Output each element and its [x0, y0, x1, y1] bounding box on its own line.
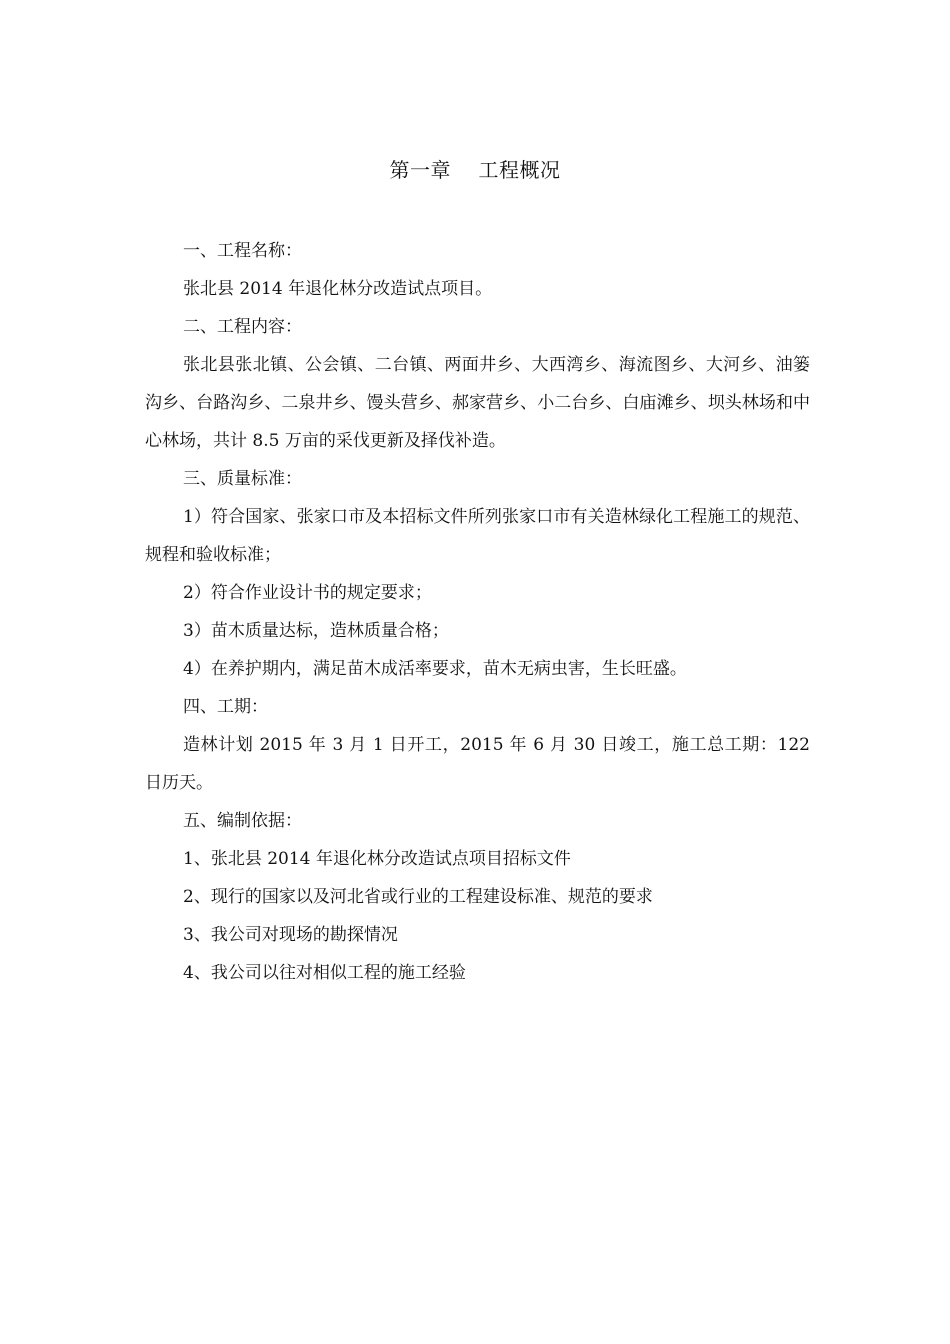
basis-item-1: 1、张北县 2014 年退化林分改造试点项目招标文件 [183, 849, 571, 869]
basis-item-2: 2、现行的国家以及河北省或行业的工程建设标准、规范的要求 [183, 887, 653, 907]
chapter-title: 第一章 工程概况 [389, 158, 561, 182]
project-name-text: 张北县 2014 年退化林分改造试点项目。 [183, 279, 493, 299]
quality-item-2: 2）符合作业设计书的规定要求； [183, 583, 432, 603]
project-content-text: 张北县张北镇、公会镇、二台镇、两面井乡、大西湾乡、海流图乡、大河乡、油篓沟乡、台路沟乡、二泉井乡、馒头营乡、郝家营乡、小二台乡、白庙滩乡、坝头林场和中心林场，共计 8.5 万亩的采伐更新及择伐补造。 [145, 355, 810, 451]
section-heading-quality-standard: 三、质量标准： [183, 469, 302, 489]
schedule-text: 造林计划 2015 年 3 月 1 日开工，2015 年 6 月 30 日竣工，施工总工期：122 日历天。 [145, 735, 810, 793]
section-heading-project-content: 二、工程内容： [183, 317, 302, 337]
section-heading-basis: 五、编制依据： [183, 811, 302, 831]
quality-item-1: 1）符合国家、张家口市及本招标文件所列张家口市有关造林绿化工程施工的规范、规程和验收标准； [145, 507, 810, 565]
quality-item-4: 4）在养护期内，满足苗木成活率要求，苗木无病虫害，生长旺盛。 [183, 659, 687, 679]
quality-item-3: 3）苗木质量达标，造林质量合格； [183, 621, 449, 641]
document-body [145, 232, 810, 992]
section-heading-schedule: 四、工期： [183, 697, 268, 717]
section-heading-project-name: 一、工程名称： [183, 241, 302, 261]
basis-item-3: 3、我公司对现场的勘探情况 [183, 925, 398, 945]
basis-item-4: 4、我公司以往对相似工程的施工经验 [183, 963, 466, 983]
